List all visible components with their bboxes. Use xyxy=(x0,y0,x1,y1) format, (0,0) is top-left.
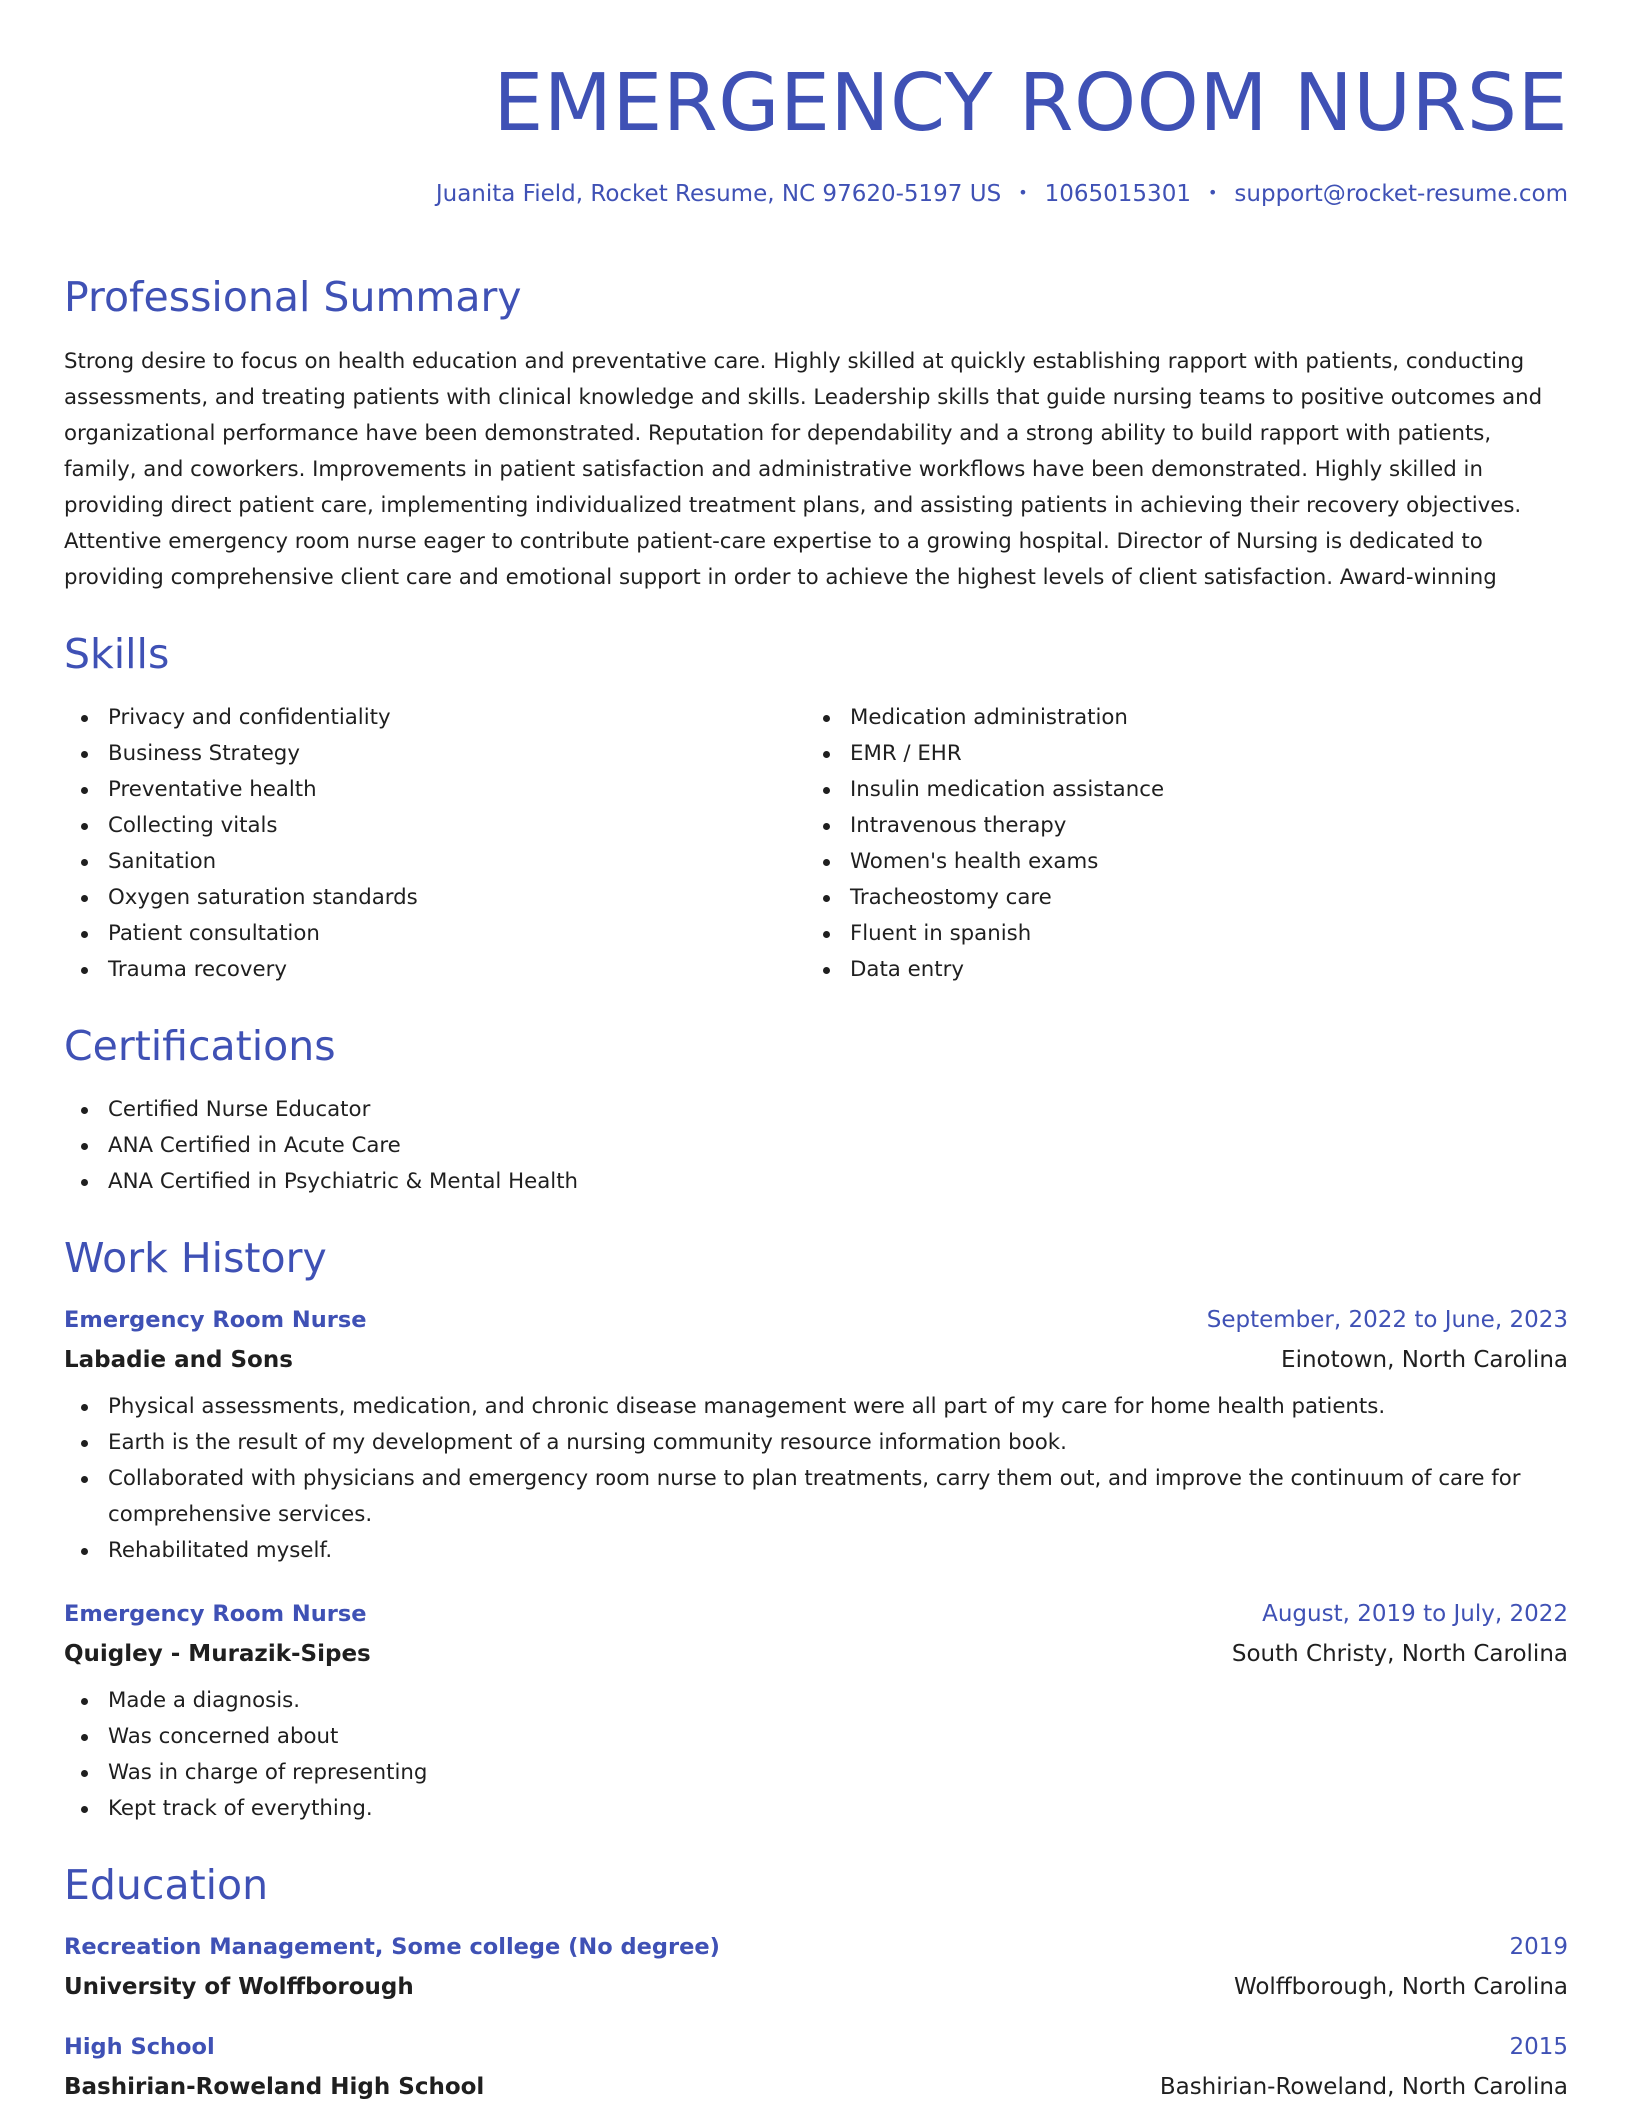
job-duty: Rehabilitated myself. xyxy=(64,1533,1568,1569)
job-role: Emergency Room Nurse xyxy=(64,1307,367,1333)
skill-item: Privacy and confidentiality xyxy=(64,700,806,736)
education-school: Bashirian-Roweland High School xyxy=(64,2074,485,2100)
resume-title: EMERGENCY ROOM NURSE xyxy=(493,57,1568,149)
summary-text: Strong desire to focus on health education and preventative care. Highly skilled at quickly establishing rapport with patients, conducting assessments, and treating patients with clinical knowledge and skills. Leadership skills that guide nursing teams to positive outcomes and organizational performance have been demonstrated. Reputation for dependability and a strong ability to build rapport with patients, family, and coworkers. Improvements in patient satisfaction and administrative workflows have been demonstrated. Highly skilled in providing direct patient care, implementing individualized treatment plans, and assisting patients in achieving their recovery objectives. Attentive emergency room nurse eager to contribute patient-care expertise to a growing hospital. Director of Nursing is dedicated to providing comprehensive client care and emotional support in order to achieve the highest levels of client satisfaction. Award-winning xyxy=(64,349,1543,590)
skill-item: Intravenous therapy xyxy=(806,808,1548,844)
job-company: Labadie and Sons xyxy=(64,1347,293,1373)
education-year: 2015 xyxy=(1509,2034,1568,2060)
education-heading: Education xyxy=(64,1861,269,1909)
education-school: University of Wolffborough xyxy=(64,1974,414,2000)
certification-item: ANA Certified in Psychiatric & Mental Health xyxy=(64,1164,1568,1200)
skill-item: Preventative health xyxy=(64,772,806,808)
education-degree: Recreation Management, Some college (No degree) xyxy=(64,1934,720,1960)
contact-line xyxy=(64,183,1568,206)
separator-dot: • xyxy=(1207,183,1218,202)
skills-grid xyxy=(64,700,1568,988)
skill-item: Trauma recovery xyxy=(64,952,806,988)
job-dates: August, 2019 to July, 2022 xyxy=(1262,1601,1568,1627)
education-degree: High School xyxy=(64,2034,215,2060)
skill-item: Sanitation xyxy=(64,844,806,880)
skill-item: Oxygen saturation standards xyxy=(64,880,806,916)
skills-list-left xyxy=(64,700,806,988)
job-duty: Collaborated with physicians and emergency room nurse to plan treatments, carry them out, and improve the continuum of care for comprehensive services. xyxy=(64,1461,1568,1533)
skill-item: Collecting vitals xyxy=(64,808,806,844)
job-entry xyxy=(64,1309,1568,1569)
separator-dot: • xyxy=(1018,183,1028,202)
education-location: Bashirian-Roweland, North Carolina xyxy=(1159,2074,1568,2100)
skills-list-right xyxy=(806,700,1548,988)
education-location: Wolffborough, North Carolina xyxy=(1233,1974,1568,2000)
skill-item: EMR / EHR xyxy=(806,736,1548,772)
contact-email: support@rocket-resume.com xyxy=(1234,181,1568,207)
job-duty: Earth is the result of my development of a nursing community resource information book. xyxy=(64,1425,1568,1461)
skill-item: Tracheostomy care xyxy=(806,880,1548,916)
contact-phone: 1065015301 xyxy=(1044,181,1191,207)
work-history-heading: Work History xyxy=(64,1234,327,1282)
job-duty: Physical assessments, medication, and chronic disease management were all part of my care for home health patients. xyxy=(64,1389,1568,1425)
job-location: South Christy, North Carolina xyxy=(1231,1641,1568,1667)
job-duties xyxy=(64,1683,1568,1827)
certifications-heading: Certifications xyxy=(64,1022,336,1070)
job-duty: Made a diagnosis. xyxy=(64,1683,1568,1719)
job-company: Quigley - Murazik-Sipes xyxy=(64,1641,371,1667)
skill-item: Medication administration xyxy=(806,700,1548,736)
education-entry xyxy=(64,2036,1568,2099)
certification-item: ANA Certified in Acute Care xyxy=(64,1128,1568,1164)
skill-item: Women's health exams xyxy=(806,844,1548,880)
skill-item: Business Strategy xyxy=(64,736,806,772)
job-duty: Kept track of everything. xyxy=(64,1791,1568,1827)
job-duty: Was concerned about xyxy=(64,1719,1568,1755)
education-year: 2019 xyxy=(1509,1934,1568,1960)
resume-page xyxy=(64,0,1568,2099)
skill-item: Insulin medication assistance xyxy=(806,772,1548,808)
job-entry xyxy=(64,1603,1568,1827)
contact-address: Juanita Field, Rocket Resume, NC 97620-5197 US xyxy=(435,181,1002,207)
skill-item: Data entry xyxy=(806,952,1548,988)
job-duties xyxy=(64,1389,1568,1569)
job-dates: September, 2022 to June, 2023 xyxy=(1206,1307,1568,1333)
certification-item: Certified Nurse Educator xyxy=(64,1092,1568,1128)
certifications-list xyxy=(64,1092,1568,1200)
resume-header xyxy=(64,57,1568,207)
skill-item: Fluent in spanish xyxy=(806,916,1548,952)
skills-heading: Skills xyxy=(64,630,170,678)
education-entry xyxy=(64,1936,1568,1999)
job-location: Einotown, North Carolina xyxy=(1281,1347,1568,1373)
job-duty: Was in charge of representing xyxy=(64,1755,1568,1791)
skill-item: Patient consultation xyxy=(64,916,806,952)
summary-heading: Professional Summary xyxy=(64,273,522,321)
job-role: Emergency Room Nurse xyxy=(64,1601,367,1627)
